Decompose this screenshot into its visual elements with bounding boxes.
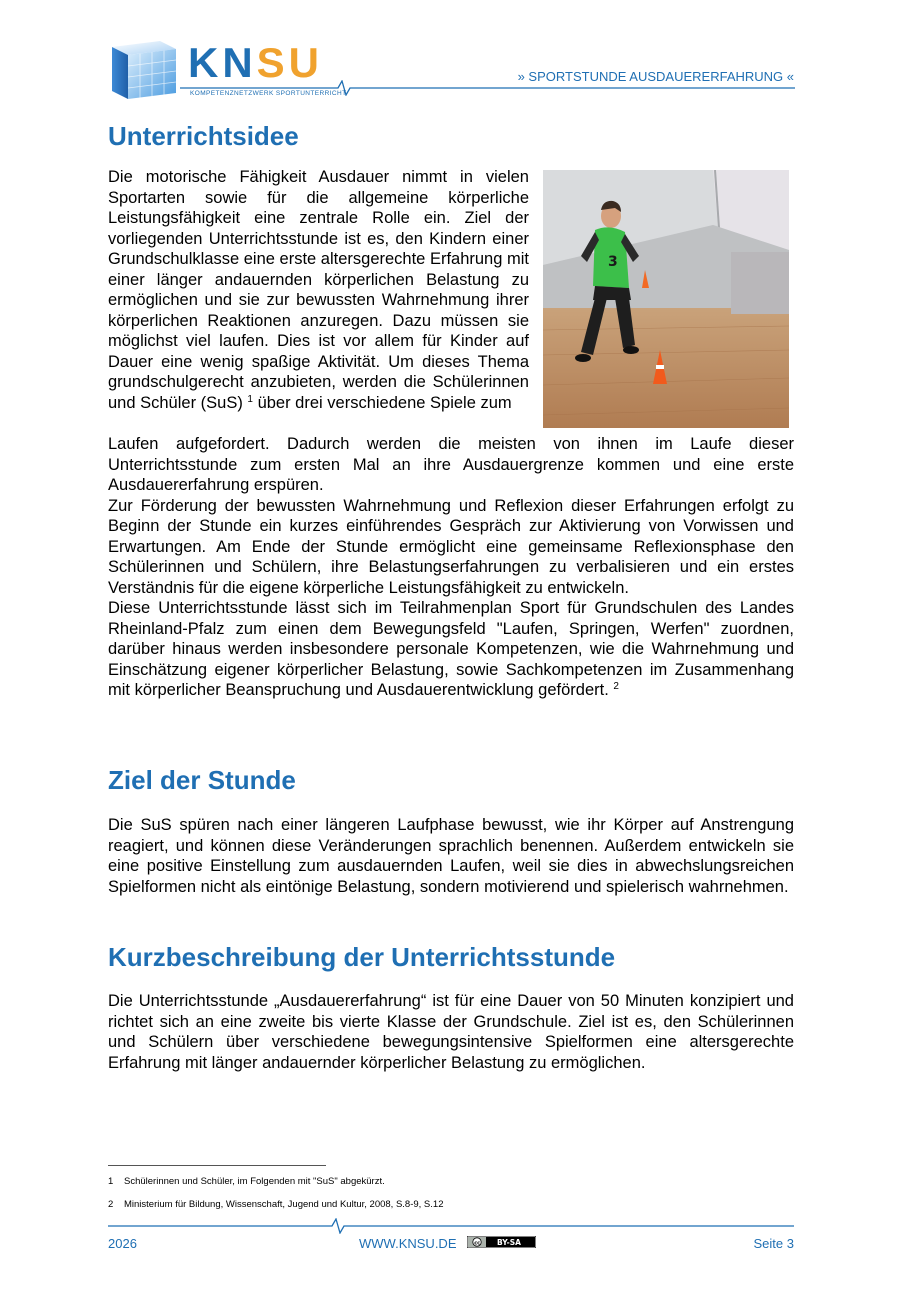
paragraph-reflexion: Zur Förderung der bewussten Wahrnehmung und Reflexion dieser Erfahrungen erfolgt zu Beginn der Stunde ein kurzes einführendes Gespräch zur Aktivierung von Vorwissen und Erwartungen. Am Ende der Stunde ermöglicht eine gemeinsame Reflexionsphase den Schülerinnen und Schülern, ihre Belastungserfahrungen zu verbalisieren und ein erstes Verständnis für die eigene körperliche Leistungsfähigkeit zu entwickeln. (108, 496, 794, 597)
logo-cube-icon (108, 33, 180, 101)
footnote-2: 2 Ministerium für Bildung, Wissenschaft, Jugend und Kultur, 2008, S.8-9, S.12 (108, 1199, 444, 1210)
footer-url-link[interactable]: WWW.KNSU.DE (359, 1236, 457, 1251)
intro-after-wrap-text: Laufen aufgefordert. Dadurch werden die meisten von ihnen im Laufe dieser Unterrichtsstunde zum ersten Mal an ihre Ausdauergrenze kommen und eine erste Ausdauererfahrung erspüren. (108, 435, 794, 494)
footnote-divider (108, 1165, 326, 1166)
svg-text:BY-SA: BY-SA (497, 1238, 521, 1247)
footnote-ref-2[interactable]: 2 (613, 681, 619, 692)
intro-text: Die motorische Fähigkeit Ausdauer nimmt in vielen Sportarten sowie für die allgemeine körperliche Leistungsfähigkeit eine zentrale Rolle ein. Ziel der vorliegenden Unterrichtsstunde ist es, den Kindern einer Grundschulklasse eine erste altersgerechte Erfahrung mit einer länger andauernden körperlichen Belastung zu ermöglichen und sie zur bewussten Wahrnehmung ihrer körperlichen Reaktionen anzuregen. Dazu müssen sie möglichst viel laufen. Dies ist vor allem für Kinder auf Dauer eine wenig spaßige Aktivität. Um dieses Thema grundschulgerecht anzubieten, werden die Schülerinnen und Schüler (SuS) (108, 168, 529, 412)
cc-license-badge[interactable] (467, 1236, 536, 1248)
svg-text:cc: cc (474, 1240, 481, 1247)
footnote-ref-1[interactable]: 1 (247, 393, 253, 405)
kurzbeschreibung-text: Die Unterrichtsstunde „Ausdauererfahrung“ ist für eine Dauer von 50 Minuten konzipiert und richtet sich an eine zweite bis vierte Klasse der Grundschule. Ziel ist es, den Schülerinnen und Schülern über verschiedene bewegungsintensive Spielformen eine altersgerechte Erfahrung mit länger andauernder körperlicher Belastung zu ermöglichen. (108, 992, 794, 1072)
ziel-text-block (108, 815, 794, 897)
heading-kurzbeschreibung: Kurzbeschreibung der Unterrichtsstunde (108, 942, 616, 972)
intro-text-cont: über drei verschiedene Spiele zum (257, 393, 512, 412)
paragraph-teilrahmenplan: Diese Unterrichtsstunde lässt sich im Teilrahmenplan Sport für Grundschulen des Landes Rheinland-Pfalz zum einen dem Bewegungsfeld "Laufen, Springen, Werfen" zuordnen, darüber hinaus werden insbesondere personale Kompetenzen, wie die Wahrnehmung und Einschätzung eigener körperlicher Belastung, sowie Sachkompetenzen im Zusammenhang mit körperlicher Beanspruchung und Ausdauerentwicklung gefördert. $^2$ (108, 599, 794, 699)
logo-wordmark: KNSU (188, 39, 324, 86)
footnote-1: 1 Schülerinnen und Schüler, im Folgenden mit "SuS" abgekürzt. (108, 1176, 385, 1187)
heading-ziel-der-stunde: Ziel der Stunde (108, 765, 296, 795)
ziel-text: Die SuS spüren nach einer längeren Laufphase bewusst, wie ihr Körper auf Anstrengung reagiert, und können diese Veränderungen sprachlich benennen. Außerdem entwickeln sie eine positive Einstellung zum ausdauernden Laufen, weil sie dies in abwechslungsreichen Spielformen nicht als eintönige Belastung, sondern motivierend und spielerisch wahrnehmen. (108, 816, 794, 896)
page-number: Seite 3 (753, 1236, 794, 1251)
footer-pulse-line (108, 1218, 794, 1234)
intro-wrapped-text (108, 167, 529, 413)
runner-photo (543, 170, 789, 428)
heading-unterrichtsidee: Unterrichtsidee (108, 121, 299, 151)
footer-year: 2026 (108, 1236, 137, 1251)
intro-after-wrap (108, 434, 794, 701)
kurzbeschreibung-text-block (108, 991, 794, 1073)
header-title: » SPORTSTUNDE AUSDAUERERFAHRUNG « (517, 69, 794, 84)
bib-number: 3 (608, 254, 618, 270)
logo-subtitle: KOMPETENZNETZWERK SPORTUNTERRICHT (190, 90, 347, 97)
